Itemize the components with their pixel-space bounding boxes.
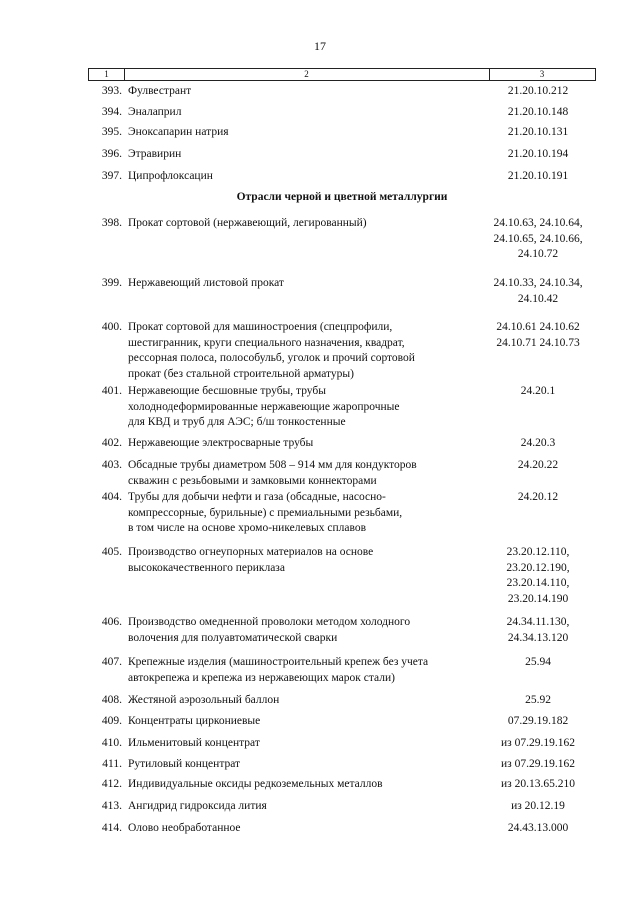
row-code: 24.10.63, 24.10.64, 24.10.65, 24.10.66, 24.10.72 — [493, 217, 583, 260]
row-number: 394. — [101, 106, 122, 118]
row-name: Нержавеющие электросварные трубы — [128, 437, 314, 449]
row-number: 414. — [101, 822, 122, 834]
row-number: 403. — [101, 459, 122, 471]
row-number: 412. — [101, 778, 122, 790]
row-name: Фулвестрант — [128, 85, 192, 97]
row-number: 404. — [101, 491, 122, 503]
row-code: 24.10.33, 24.10.34, 24.10.42 — [493, 277, 583, 305]
row-number: 407. — [101, 656, 122, 668]
row-name: Жестяной аэрозольный баллон — [128, 694, 280, 706]
row-code: 24.20.3 — [520, 437, 556, 449]
header-col-3: 3 — [539, 69, 545, 79]
section-header: Отрасли черной и цветной металлургии — [236, 191, 448, 203]
row-code: 24.10.61 24.10.62 24.10.71 24.10.73 — [496, 321, 580, 349]
header-col-2: 2 — [124, 69, 490, 80]
row-name: Производство омедненной проволоки методом холодного волочения для полуавтоматической сварки — [128, 616, 411, 644]
row-name: Олово необработанное — [128, 822, 241, 834]
row-code: 21.20.10.212 — [507, 85, 569, 97]
row-number: 413. — [101, 800, 122, 812]
row-code: 24.34.11.130, 24.34.13.120 — [506, 616, 570, 644]
row-number: 400. — [101, 321, 122, 333]
row-code: из 07.29.19.162 — [501, 758, 575, 770]
row-number: 393. — [101, 85, 122, 97]
row-code: 21.20.10.131 — [507, 126, 569, 138]
row-name: Нержавеющие бесшовные трубы, трубы холоднодеформированные нержавеющие жаропрочные для КВД и труб для АЭС; б/ш тонкостенные — [128, 385, 400, 428]
row-code: из 20.13.65.210 — [501, 778, 575, 790]
row-code: 24.20.1 — [520, 385, 556, 397]
row-code: 24.43.13.000 — [507, 822, 569, 834]
row-name: Прокат сортовой для машиностроения (спецпрофили, шестигранник, круги специального назначения, квадрат, рессорная полоса, полособульб, уголок и прочий сортовой прокат (без стальной строительной арматуры) — [128, 321, 415, 380]
row-number: 408. — [101, 694, 122, 706]
row-number: 402. — [101, 437, 122, 449]
row-number: 409. — [101, 715, 122, 727]
row-number: 406. — [101, 616, 122, 628]
row-name: Ципрофлоксацин — [128, 170, 213, 182]
row-number: 397. — [101, 170, 122, 182]
row-code: из 20.12.19 — [511, 800, 565, 812]
row-name: Индивидуальные оксиды редкоземельных металлов — [128, 778, 383, 790]
row-number: 411. — [102, 758, 122, 770]
row-name: Эналаприл — [128, 106, 182, 118]
row-name: Прокат сортовой (нержавеющий, легированный) — [128, 217, 367, 229]
row-number: 405. — [101, 546, 122, 558]
row-number: 396. — [101, 148, 122, 160]
row-code: 21.20.10.148 — [507, 106, 569, 118]
row-name: Обсадные трубы диаметром 508 – 914 мм для кондукторов скважин с резьбовыми и замковыми коннекторами — [128, 459, 417, 487]
row-code: из 07.29.19.162 — [501, 737, 575, 749]
row-code: 25.92 — [525, 694, 551, 706]
row-name: Концентраты циркониевые — [128, 715, 261, 727]
row-code: 21.20.10.194 — [507, 148, 569, 160]
row-code: 24.20.12 — [517, 491, 559, 503]
table-header-row — [88, 68, 596, 81]
row-number: 401. — [101, 385, 122, 397]
row-name: Эноксапарин натрия — [128, 126, 229, 138]
row-name: Этравирин — [128, 148, 182, 160]
row-code: 25.94 — [525, 656, 551, 668]
row-number: 399. — [101, 277, 122, 289]
page-number: 17 — [314, 39, 326, 53]
row-number: 410. — [101, 737, 122, 749]
row-number: 395. — [101, 126, 122, 138]
row-code: 07.29.19.182 — [507, 715, 569, 727]
row-code: 23.20.12.110, 23.20.12.190, 23.20.14.110, 23.20.14.190 — [506, 546, 570, 605]
row-code: 24.20.22 — [517, 459, 559, 471]
row-name: Трубы для добычи нефти и газа (обсадные, насосно- компрессорные, бурильные) с премиальными резьбами, в том числе на основе хромо-никелевых сплавов — [128, 491, 403, 534]
row-name: Рутиловый концентрат — [128, 758, 241, 770]
row-name: Ильменитовый концентрат — [128, 737, 260, 749]
row-name: Крепежные изделия (машиностроительный крепеж без учета автокрепежа и крепежа из нержавеющих марок стали) — [128, 656, 429, 684]
row-number: 398. — [101, 217, 122, 229]
row-name: Производство огнеупорных материалов на основе высококачественного периклаза — [128, 546, 374, 574]
row-code: 21.20.10.191 — [507, 170, 569, 182]
row-name: Ангидрид гидроксида лития — [128, 800, 267, 812]
row-name: Нержавеющий листовой прокат — [128, 277, 284, 289]
header-col-1: 1 — [89, 69, 125, 80]
